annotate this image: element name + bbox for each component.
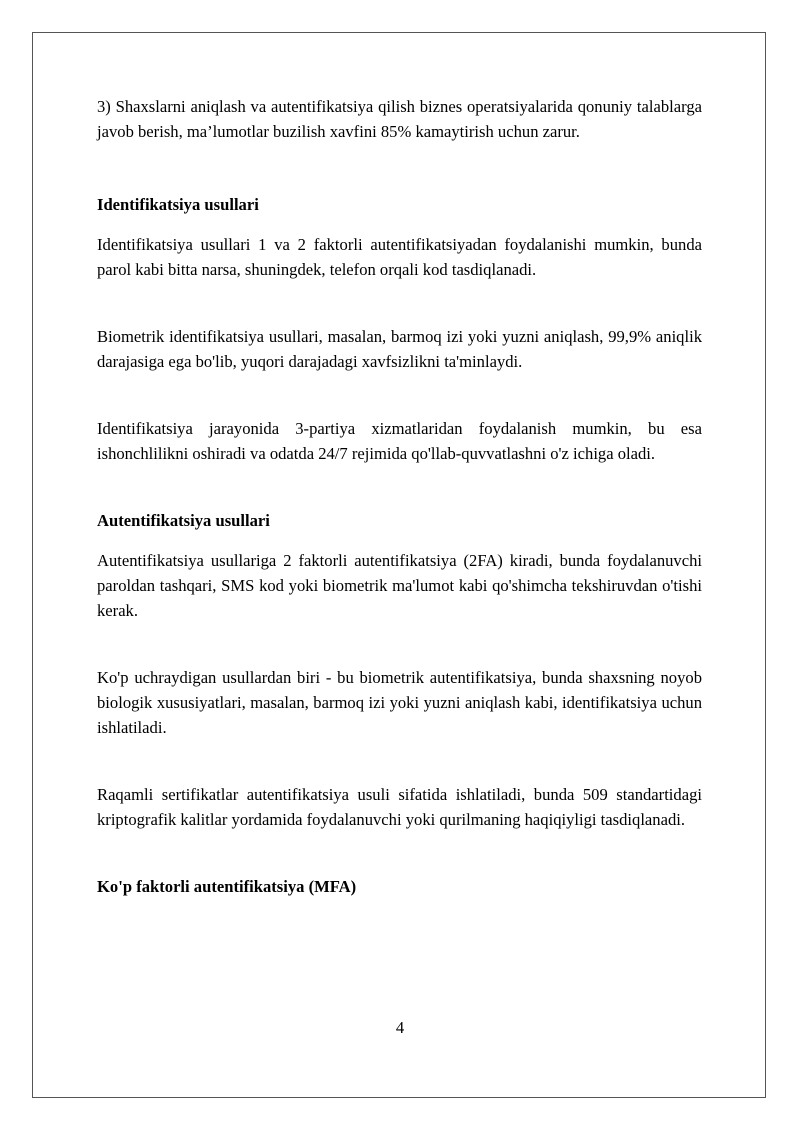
- paragraph-digital-certificates: Raqamli sertifikatlar autentifikatsiya usuli sifatida ishlatiladi, bunda 509 standartidagi kriptografik kalitlar yordamida foydalanuvchi yoki qurilmaning haqiqiyligi tasdiqlanadi.: [97, 785, 702, 829]
- heading-mfa: Ko'p faktorli autentifikatsiya (MFA): [97, 877, 357, 896]
- paragraph-identification-factors: Identifikatsiya usullari 1 va 2 faktorli autentifikatsiyadan foydalanishi mumkin, bunda parol kabi bitta narsa, shuningdek, telefon orqali kod tasdiqlanadi.: [97, 235, 702, 279]
- document-body: [97, 94, 702, 899]
- heading-identification-methods: Identifikatsiya usullari: [97, 195, 259, 214]
- paragraph-third-party: Identifikatsiya jarayonida 3-partiya xizmatlaridan foydalanish mumkin, bu esa ishonchlilikni oshiradi va odatda 24/7 rejimida qo'llab-quvvatlashni o'z ichiga oladi.: [97, 419, 702, 463]
- paragraph-biometric-authentication: Ko'p uchraydigan usullardan biri - bu biometrik autentifikatsiya, bunda shaxsning noyob biologik xususiyatlari, masalan, barmoq izi yoki yuzni aniqlash kabi, identifikatsiya uchun ishlatiladi.: [97, 668, 702, 737]
- paragraph-2fa: Autentifikatsiya usullariga 2 faktorli autentifikatsiya (2FA) kiradi, bunda foydalanuvchi paroldan tashqari, SMS kod yoki biometrik ma'lumot kabi qo'shimcha tekshiruvdan o'tishi kerak.: [97, 551, 702, 620]
- page-number: 4: [395, 1018, 405, 1037]
- heading-authentication-methods: Autentifikatsiya usullari: [97, 511, 270, 530]
- paragraph-biometric-identification: Biometrik identifikatsiya usullari, masalan, barmoq izi yoki yuzni aniqlash, 99,9% aniqlik darajasiga ega bo'lib, yuqori darajadagi xavfsizlikni ta'minlaydi.: [97, 327, 702, 371]
- paragraph-intro: 3) Shaxslarni aniqlash va autentifikatsiya qilish biznes operatsiyalarida qonuniy talablarga javob berish, ma’lumotlar buzilish xavfini 85% kamaytirish uchun zarur.: [97, 97, 702, 141]
